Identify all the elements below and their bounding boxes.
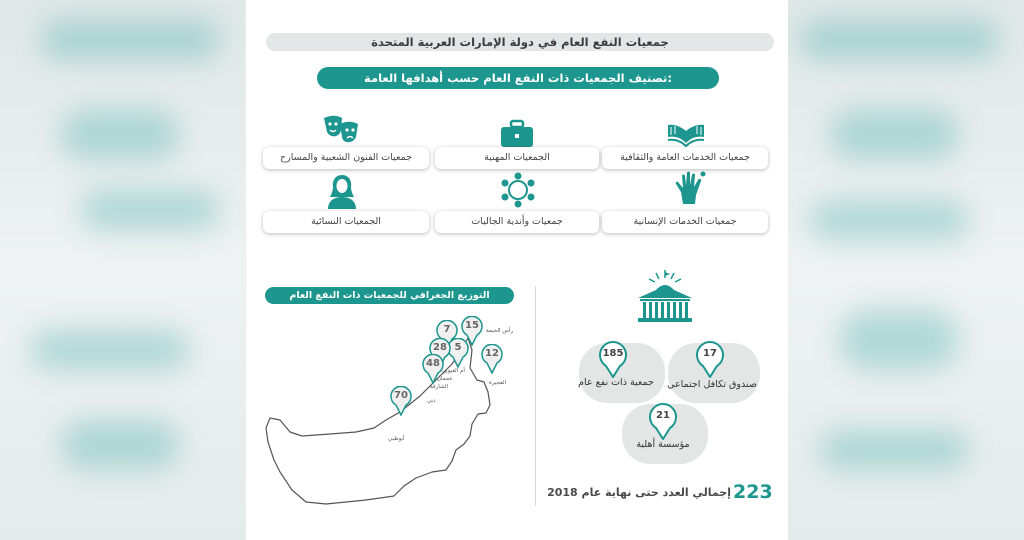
stat-value: 185 (602, 348, 624, 359)
category-women: الجمعيات النسائية (263, 211, 429, 233)
emirate-name: الفجيرة (489, 380, 507, 386)
stat-pin-public-benefit (598, 340, 628, 378)
emirate-name: رأس الخيمة (486, 328, 514, 334)
stat-label: مؤسسة أهلية (636, 439, 690, 450)
emirate-name: أبوظبي (388, 436, 405, 442)
helping-hand-icon (671, 170, 711, 206)
stat-value: 17 (703, 348, 717, 359)
emirate-name: الشارقة (430, 384, 449, 390)
woman-icon (322, 173, 362, 209)
infographic-card (246, 0, 788, 540)
emirate-value: 70 (394, 390, 408, 401)
left-blurred-background (0, 0, 245, 540)
emirate-value: 15 (465, 320, 479, 331)
total-count: 223 (733, 481, 773, 503)
community-circle-icon (498, 172, 538, 208)
emirate-value: 7 (443, 324, 451, 335)
category-professional: الجمعيات المهنية (435, 147, 599, 169)
government-building-icon (634, 268, 696, 324)
category-communities-clubs: جمعيات وأندية الجاليات (435, 211, 599, 233)
emirate-name: دبي (427, 398, 436, 404)
stat-value: 21 (656, 410, 670, 421)
stat-pin-civil-institution (648, 402, 678, 440)
section-divider (535, 286, 536, 506)
emirate-value: 12 (485, 348, 499, 359)
classification-heading: تصنيف الجمعيات ذات النفع العام حسب أهدافها العامة: (317, 67, 719, 89)
category-public-cultural-services: جمعيات الخدمات العامة والثقافية (602, 147, 768, 169)
stat-label: جمعية ذات نفع عام (578, 377, 654, 388)
geo-distribution-heading: التوزيع الجغرافي للجمعيات ذات النفع العام (265, 287, 514, 304)
stat-label: صندوق تكافل اجتماعي (667, 379, 757, 390)
stat-pin-solidarity-fund (695, 340, 725, 378)
emirate-value: 5 (454, 342, 462, 353)
theater-masks-icon (321, 112, 361, 148)
page-title: جمعيات النفع العام في دولة الإمارات العربية المتحدة (266, 33, 774, 51)
right-blurred-background (779, 0, 1024, 540)
emirate-name: أم القيوين (442, 368, 465, 374)
emirate-value: 48 (426, 358, 440, 369)
total-caption: إجمالي العدد حتى نهاية عام 2018 (547, 486, 731, 499)
category-humanitarian-services: جمعيات الخدمات الإنسانية (602, 211, 768, 233)
emirate-value: 28 (433, 342, 447, 353)
category-folk-arts-theaters: جمعيات الفنون الشعبية والمسارح (263, 147, 429, 169)
emirate-name: عجمان (437, 376, 453, 382)
